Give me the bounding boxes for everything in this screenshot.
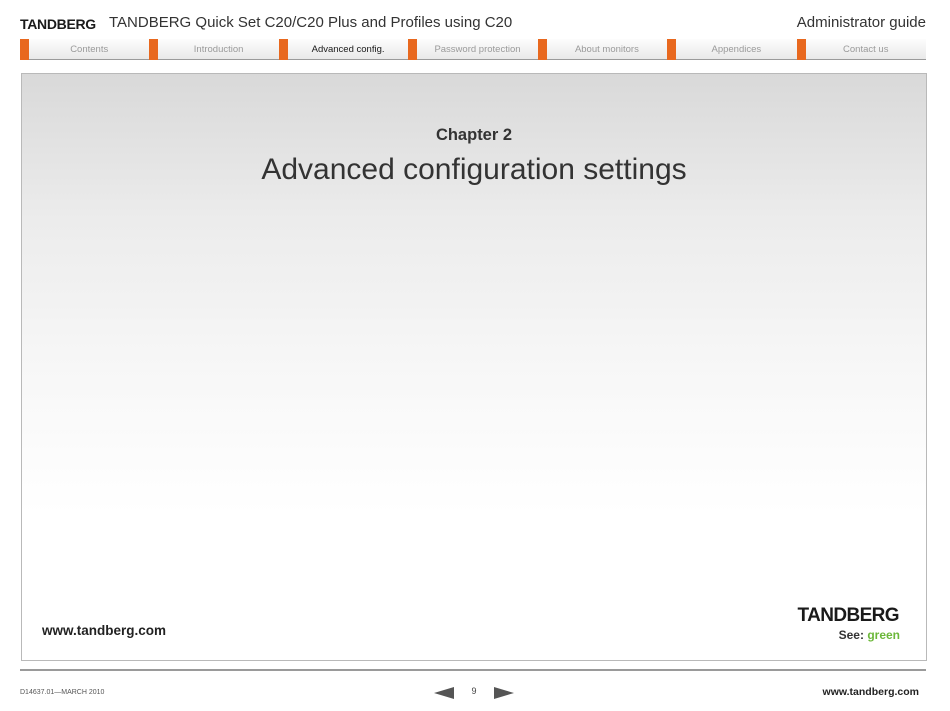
arrow-right-icon[interactable] <box>494 686 514 704</box>
tab-marker <box>149 39 158 60</box>
tab-contents[interactable] <box>20 39 149 60</box>
page-header <box>20 14 926 36</box>
logo-wordmark: TANDBERG <box>797 605 899 626</box>
tab-label: Appendices <box>711 43 762 55</box>
arrow-left-icon[interactable] <box>434 686 454 704</box>
tab-marker <box>279 39 288 60</box>
tab-marker <box>408 39 417 60</box>
tab-label: Contact us <box>843 43 889 55</box>
tab-label: Password protection <box>434 43 521 55</box>
tab-introduction[interactable] <box>149 39 278 60</box>
page-number: 9 <box>471 686 477 696</box>
tab-about-monitors[interactable] <box>538 39 667 60</box>
tab-password-protection[interactable] <box>408 39 537 60</box>
tab-contact-us[interactable] <box>797 39 926 60</box>
tab-marker <box>20 39 29 60</box>
tab-label: About monitors <box>574 43 639 55</box>
footer-website-link[interactable]: www.tandberg.com <box>822 686 919 698</box>
chapter-heading: Advanced configuration settings <box>261 153 687 186</box>
tagline-prefix: See: <box>838 628 864 642</box>
tab-marker <box>667 39 676 60</box>
nav-bar <box>20 39 926 60</box>
tab-label: Introduction <box>193 43 244 55</box>
tandberg-logo <box>798 606 899 642</box>
tab-marker <box>797 39 806 60</box>
chapter-panel <box>21 73 927 661</box>
website-link[interactable]: www.tandberg.com <box>42 623 167 638</box>
tagline-accent: green <box>867 628 900 642</box>
tab-label: Contents <box>70 43 109 55</box>
document-code: D14637.01—MARCH 2010 <box>20 689 105 696</box>
guide-title: Administrator guide <box>796 14 926 31</box>
tab-appendices[interactable] <box>667 39 796 60</box>
brand-logo: TANDBERG <box>20 16 96 32</box>
chapter-label: Chapter 2 <box>435 126 513 144</box>
document-title: TANDBERG Quick Set C20/C20 Plus and Profiles using C20 <box>109 14 513 31</box>
tab-label: Advanced config. <box>311 43 385 55</box>
footer-divider <box>20 669 926 671</box>
tab-advanced-config[interactable] <box>279 39 408 60</box>
logo-tagline <box>798 628 900 642</box>
tab-marker <box>538 39 547 60</box>
